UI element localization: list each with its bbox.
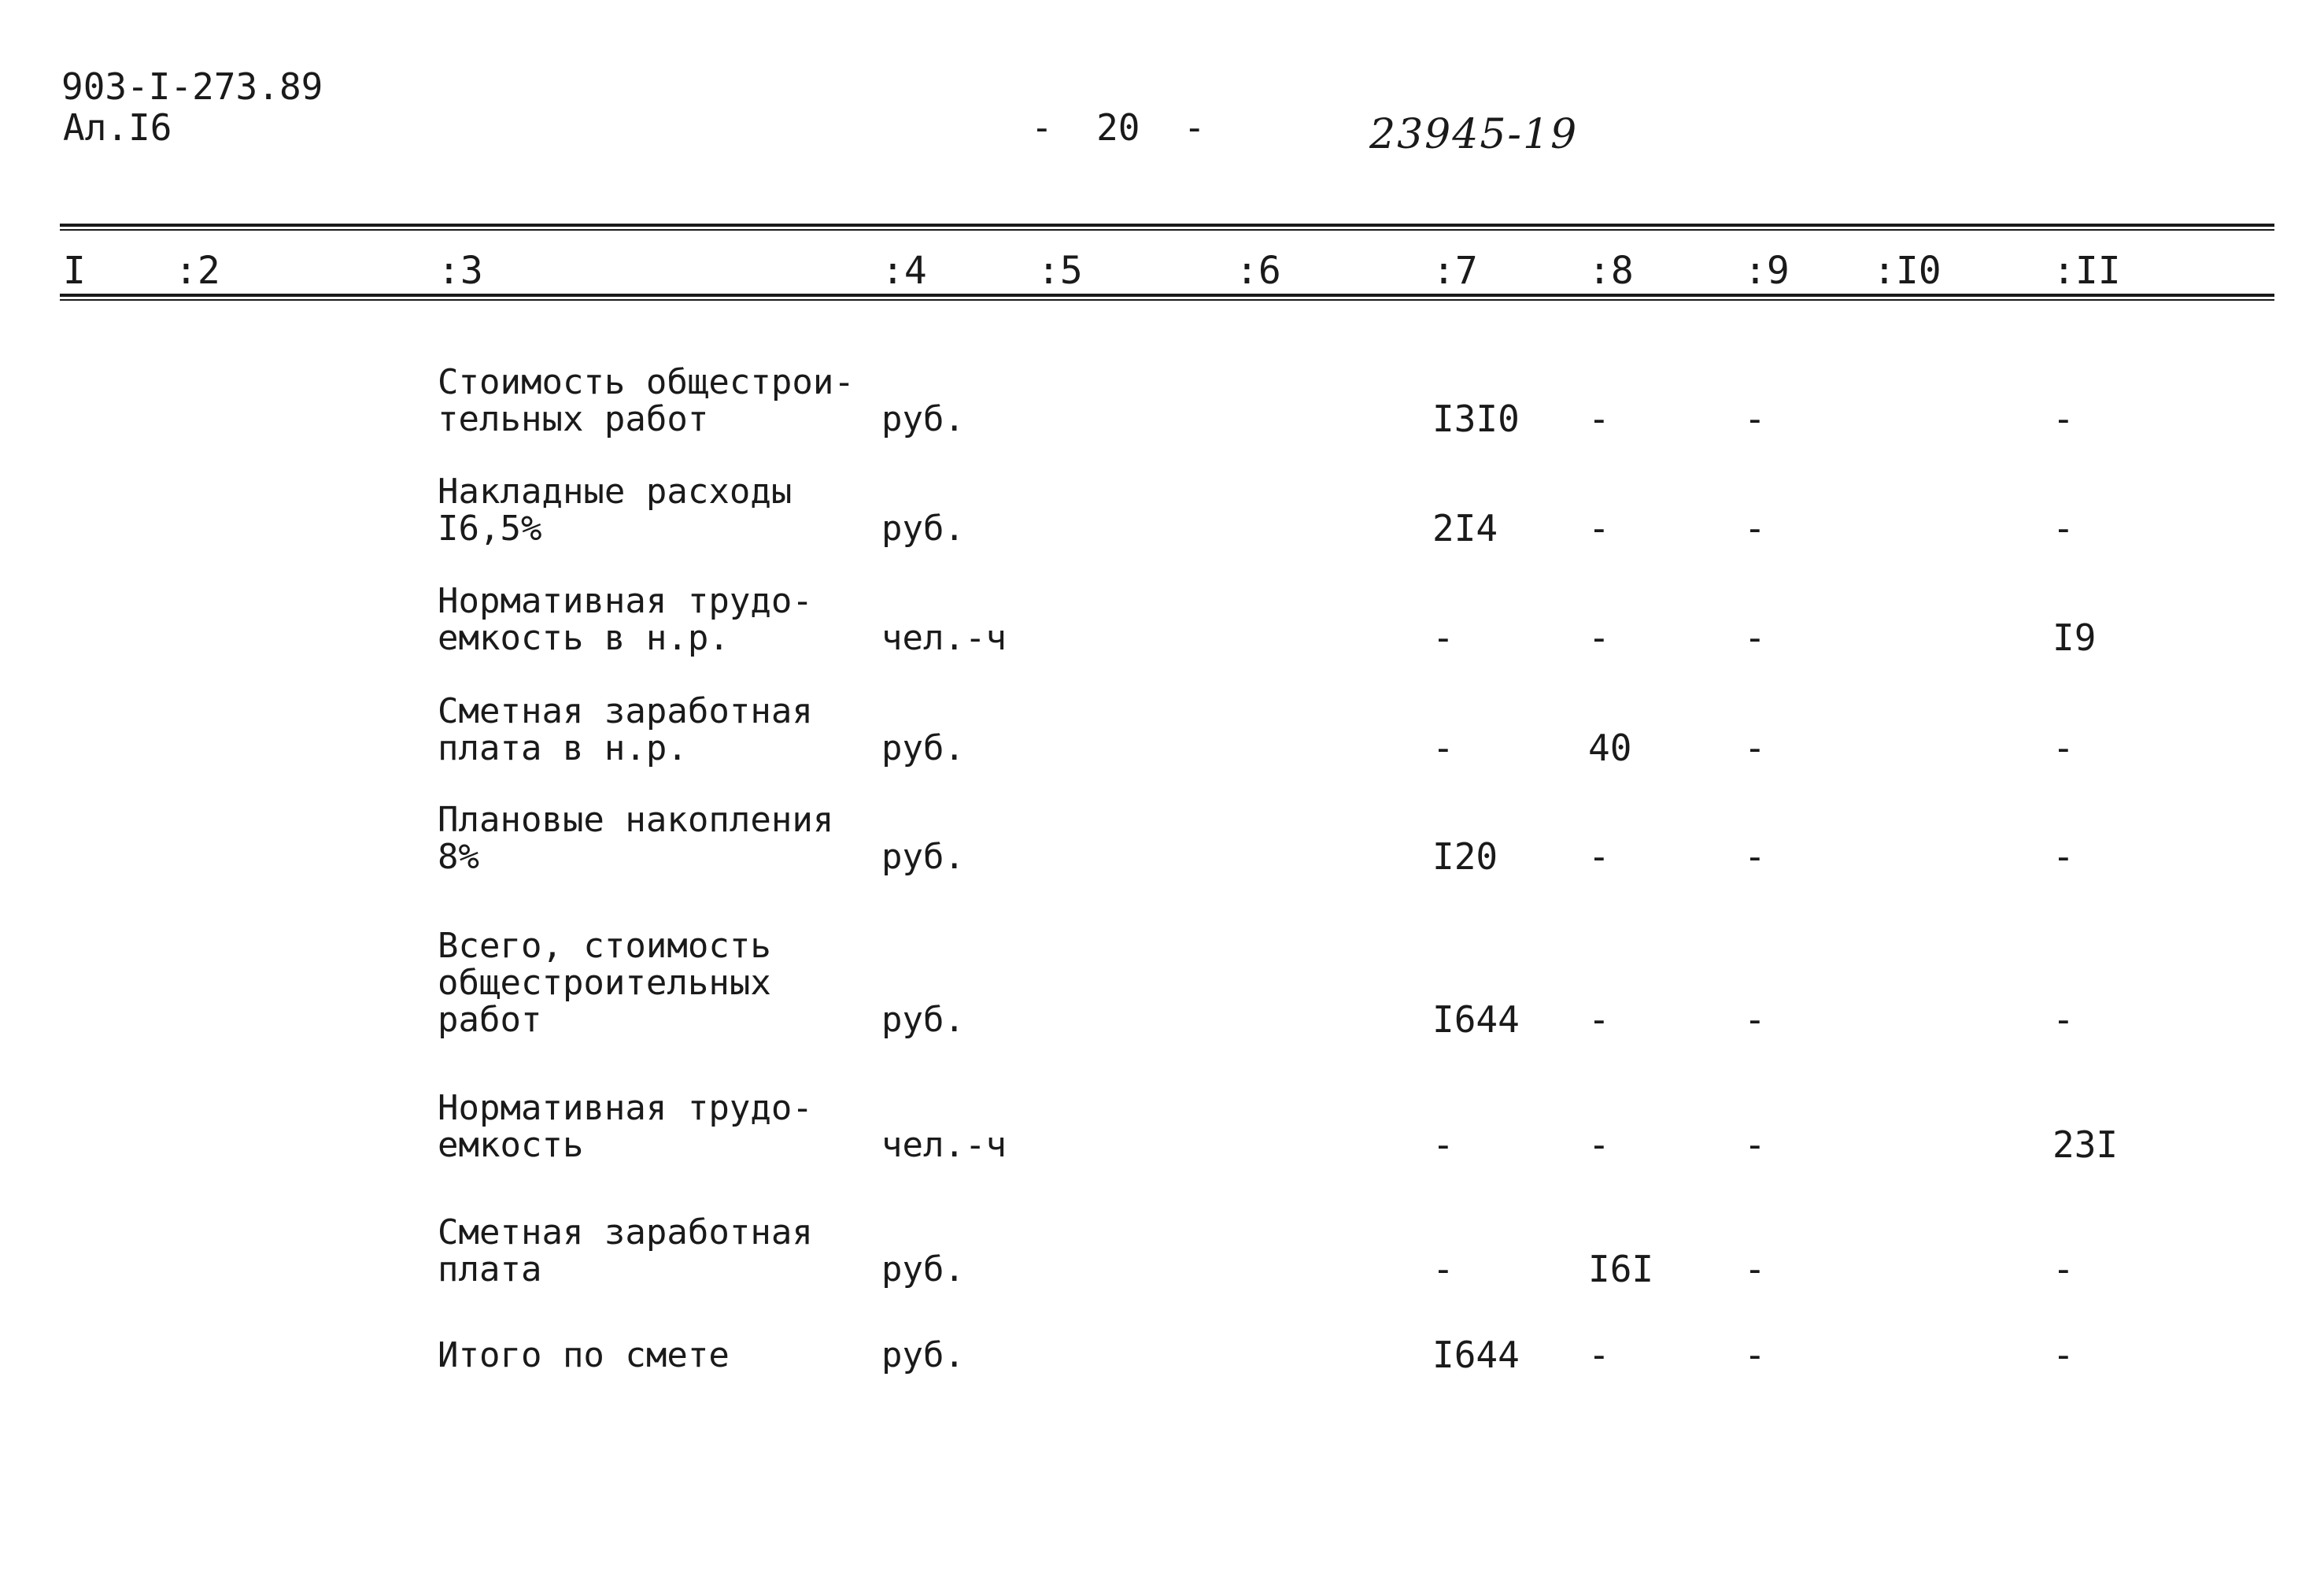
row-col11-value: I9 [2052, 616, 2097, 659]
row-col8-value: - [1588, 998, 1610, 1041]
document-code: 903-I-273.89 [61, 65, 323, 108]
row-col9-value: - [1744, 616, 1766, 659]
row-col9-value: - [1744, 507, 1766, 549]
row-label-line: Плановые накопления [438, 800, 834, 840]
row-label-line: общестроительных [438, 963, 771, 1003]
row-label-line: Сметная заработная [438, 691, 813, 731]
row-label-line: Итого по смете [438, 1335, 730, 1375]
row-col11-value: - [2052, 998, 2075, 1041]
row-col8-value: - [1588, 616, 1610, 659]
row-label-line: тельных работ [438, 399, 709, 439]
row-label-line: I6,5% [438, 509, 542, 549]
header-rule-bottom [60, 294, 2274, 297]
header-rule-bottom-thin [60, 299, 2274, 301]
row-col11-value: - [2052, 727, 2075, 769]
row-label-line: 8% [438, 837, 479, 877]
row-label-line: Накладные расходы [438, 472, 793, 512]
row-col9-value: - [1744, 998, 1766, 1041]
column-header-3: :3 [438, 249, 483, 293]
row-col8-value: - [1588, 835, 1610, 878]
row-col11-value: - [2052, 835, 2075, 878]
column-header-5: :5 [1037, 249, 1083, 293]
row-col7-value: I644 [1432, 1334, 1520, 1376]
row-unit: руб. [881, 509, 965, 549]
row-label-line: плата [438, 1249, 542, 1290]
row-label-line: Стоимость общестрои- [438, 362, 855, 402]
column-header-11: :II [2052, 249, 2121, 293]
row-unit: чел.-ч [881, 618, 1007, 658]
row-col8-value: - [1588, 507, 1610, 549]
row-col7-value: 2I4 [1432, 507, 1498, 549]
row-col8-value: I6I [1588, 1248, 1654, 1290]
row-unit: руб. [881, 837, 965, 877]
row-label-line: емкость [438, 1125, 584, 1165]
row-col9-value: - [1744, 835, 1766, 878]
row-col8-value: - [1588, 398, 1610, 440]
row-unit: руб. [881, 399, 965, 439]
column-header-6: :6 [1236, 249, 1281, 293]
row-label-line: емкость в н.р. [438, 618, 730, 658]
row-col11-value: - [2052, 1334, 2075, 1376]
row-unit: чел.-ч [881, 1125, 1007, 1165]
row-label-line: Сметная заработная [438, 1212, 813, 1253]
row-col8-value: 40 [1588, 727, 1632, 769]
row-col7-value: I3I0 [1432, 398, 1520, 440]
row-col9-value: - [1744, 1123, 1766, 1166]
row-col11-value: - [2052, 507, 2075, 549]
row-label-line: Нормативная трудо- [438, 1088, 813, 1128]
column-header-2: :2 [175, 249, 220, 293]
row-col9-value: - [1744, 727, 1766, 769]
page-number: - 20 - [1031, 106, 1206, 149]
row-col9-value: - [1744, 1334, 1766, 1376]
row-col8-value: - [1588, 1334, 1610, 1376]
row-unit: руб. [881, 1000, 965, 1040]
column-header-10: :I0 [1873, 249, 1942, 293]
sheet-number: Ал.I6 [63, 106, 172, 149]
row-col7-value: - [1432, 1123, 1454, 1166]
column-header-7: :7 [1432, 249, 1478, 293]
row-col7-value: - [1432, 1248, 1454, 1290]
row-unit: руб. [881, 728, 965, 768]
row-label-line: Всего, стоимость [438, 926, 771, 966]
row-unit: руб. [881, 1335, 965, 1375]
column-header-9: :9 [1744, 249, 1790, 293]
row-label-line: Нормативная трудо- [438, 581, 813, 621]
column-header-4: :4 [881, 249, 927, 293]
row-col9-value: - [1744, 1248, 1766, 1290]
row-label-line: работ [438, 1000, 542, 1040]
row-col11-value: - [2052, 1248, 2075, 1290]
row-label-line: плата в н.р. [438, 728, 688, 768]
row-col11-value: 23I [2052, 1123, 2119, 1166]
row-col7-value: - [1432, 727, 1454, 769]
row-col11-value: - [2052, 398, 2075, 440]
column-header-1: I [63, 249, 86, 293]
header-rule-top [60, 224, 2274, 227]
row-col7-value: I20 [1432, 835, 1498, 878]
row-col9-value: - [1744, 398, 1766, 440]
header-rule-top-thin [60, 229, 2274, 231]
row-unit: руб. [881, 1249, 965, 1290]
column-header-8: :8 [1588, 249, 1634, 293]
row-col7-value: - [1432, 616, 1454, 659]
row-col7-value: I644 [1432, 998, 1520, 1041]
handwritten-number: 23945-19 [1369, 111, 1579, 158]
row-col8-value: - [1588, 1123, 1610, 1166]
